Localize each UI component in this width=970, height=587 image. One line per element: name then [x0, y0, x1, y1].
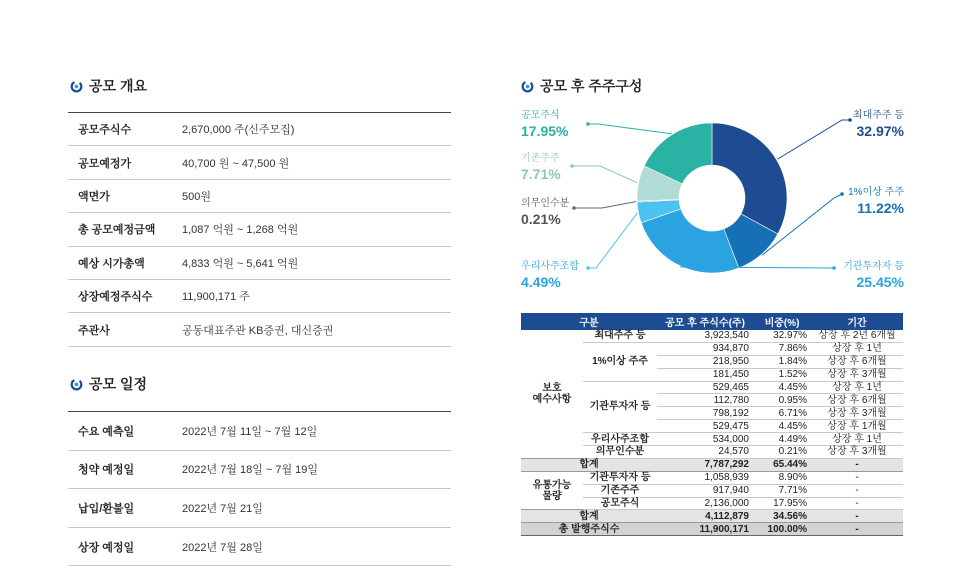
holdings-table	[521, 313, 903, 536]
shares-cell: 529,465	[657, 381, 753, 394]
shares-cell: 917,940	[657, 484, 753, 497]
info-row	[68, 527, 451, 566]
ratio-cell: 100.00%	[753, 523, 811, 536]
leader-institutions-dot	[832, 266, 836, 270]
ratio-cell: 34.56%	[753, 510, 811, 523]
holder-name: 기관투자자 등	[583, 381, 657, 433]
period-cell: 상장 후 6개월	[811, 355, 903, 368]
ratio-cell: 17.95%	[753, 497, 811, 510]
leader-existing	[572, 166, 638, 183]
legend-mandatory-underwriting: 의무인수분 0.21%	[521, 198, 570, 227]
holder-name: 기존주주	[583, 484, 657, 497]
period-cell: -	[811, 458, 903, 471]
subtotal-label: 합계	[521, 458, 657, 471]
shares-cell: 11,900,171	[657, 523, 753, 536]
leader-mandatory-dot	[572, 206, 576, 210]
period-cell: 상장 후 1년	[811, 342, 903, 355]
info-value: 40,700 원 ~ 47,500 원	[182, 146, 451, 179]
leader-largest	[777, 120, 850, 159]
info-label: 상장 예정일	[68, 527, 182, 566]
schedule-title: 공모 일정	[70, 374, 147, 394]
info-label: 주관사	[68, 313, 182, 346]
period-cell: 상장 후 3개월	[811, 446, 903, 459]
slice-largest-shareholder	[712, 123, 787, 234]
grand-total-label: 총 발행주식수	[521, 523, 657, 536]
info-value: 2,670,000 주(신주모집)	[182, 113, 451, 146]
shareholder-donut-chart	[512, 110, 912, 300]
ratio-cell: 6.71%	[753, 407, 811, 420]
info-label: 상장예정주식수	[68, 279, 182, 312]
ratio-cell: 32.97%	[753, 330, 811, 342]
leader-esop-dot	[586, 266, 590, 270]
header-period: 기간	[811, 313, 903, 330]
holder-name: 우리사주조합	[583, 433, 657, 446]
holder-name: 의무인수분	[583, 446, 657, 459]
period-cell: 상장 후 3개월	[811, 368, 903, 381]
info-value: 2022년 7월 18일 ~ 7월 19일	[182, 450, 451, 489]
group-float-label: 유통가능 물량	[521, 471, 583, 510]
period-cell: 상장 후 1개월	[811, 420, 903, 433]
schedule-table	[68, 411, 451, 566]
subtotal-row	[521, 510, 903, 523]
ratio-cell: 1.52%	[753, 368, 811, 381]
header-shares: 공모 후 주식수(주)	[657, 313, 753, 330]
shares-cell: 218,950	[657, 355, 753, 368]
leader-over-1pct-dot	[840, 192, 844, 196]
period-cell: -	[811, 523, 903, 536]
info-row	[68, 146, 451, 179]
grand-total-row	[521, 523, 903, 536]
legend-public-offering: 공모주식 17.95%	[521, 110, 569, 139]
shares-cell: 529,475	[657, 420, 753, 433]
leader-mandatory	[574, 202, 636, 208]
leader-esop	[588, 213, 637, 268]
info-label: 청약 예정일	[68, 450, 182, 489]
ratio-cell: 8.90%	[753, 471, 811, 484]
holder-name: 최대주주 등	[583, 330, 657, 342]
holder-name: 기관투자자 등	[583, 471, 657, 484]
legend-existing-holders: 기존주주 7.71%	[521, 153, 561, 182]
info-value: 2022년 7월 21일	[182, 489, 451, 528]
info-value: 1,087 억원 ~ 1,268 억원	[182, 213, 451, 246]
info-row	[68, 412, 451, 451]
info-label: 총 공모예정금액	[68, 213, 182, 246]
subtotal-row	[521, 458, 903, 471]
table-row	[521, 330, 903, 342]
shares-cell: 798,192	[657, 407, 753, 420]
info-row	[68, 313, 451, 346]
table-row	[521, 471, 903, 484]
holdings-header-row	[521, 313, 903, 330]
info-label: 공모주식수	[68, 113, 182, 146]
section-logo-icon	[70, 80, 83, 93]
ratio-cell: 0.21%	[753, 446, 811, 459]
slice-institutions	[641, 209, 739, 273]
info-label: 액면가	[68, 179, 182, 212]
info-value: 공동대표주관 KB증권, 대신증권	[182, 313, 451, 346]
ratio-cell: 0.95%	[753, 394, 811, 407]
period-cell: 상장 후 1년	[811, 433, 903, 446]
period-cell: -	[811, 497, 903, 510]
period-cell: 상장 후 6개월	[811, 394, 903, 407]
ratio-cell: 1.84%	[753, 355, 811, 368]
holder-name: 공모주식	[583, 497, 657, 510]
period-cell: -	[811, 510, 903, 523]
info-row	[68, 179, 451, 212]
period-cell: -	[811, 471, 903, 484]
legend-institutions: 기관투자자 등 25.45%	[843, 261, 904, 290]
shares-cell: 181,450	[657, 368, 753, 381]
info-value: 2022년 7월 11일 ~ 7월 12일	[182, 412, 451, 451]
header-category: 구분	[521, 313, 657, 330]
ratio-cell: 7.86%	[753, 342, 811, 355]
leader-public	[588, 124, 671, 134]
header-ratio: 비중(%)	[753, 313, 811, 330]
ratio-cell: 4.45%	[753, 381, 811, 394]
info-value: 4,833 억원 ~ 5,641 억원	[182, 246, 451, 279]
info-label: 납입/환불일	[68, 489, 182, 528]
leader-public-dot	[586, 122, 590, 126]
period-cell: 상장 후 1년	[811, 381, 903, 394]
overview-title: 공모 개요	[70, 76, 147, 96]
legend-largest-shareholder: 최대주주 등 32.97%	[852, 110, 904, 139]
info-row	[68, 213, 451, 246]
shares-cell: 534,000	[657, 433, 753, 446]
shares-cell: 24,570	[657, 446, 753, 459]
shares-cell: 7,787,292	[657, 458, 753, 471]
shares-cell: 112,780	[657, 394, 753, 407]
leader-existing-dot	[570, 164, 574, 168]
shares-cell: 1,058,939	[657, 471, 753, 484]
overview-table	[68, 112, 451, 347]
shares-cell: 4,112,879	[657, 510, 753, 523]
ratio-cell: 4.49%	[753, 433, 811, 446]
subtotal-label: 합계	[521, 510, 657, 523]
info-value: 500원	[182, 179, 451, 212]
legend-esop: 우리사주조합 4.49%	[521, 261, 579, 290]
period-cell: 상장 후 2년 6개월	[811, 330, 903, 342]
section-logo-icon	[70, 378, 83, 391]
ratio-cell: 7.71%	[753, 484, 811, 497]
info-row	[68, 489, 451, 528]
holder-name: 1%이상 주주	[583, 342, 657, 381]
group-protect-label: 보호 예수사항	[521, 330, 583, 458]
info-value: 11,900,171 주	[182, 279, 451, 312]
info-row	[68, 113, 451, 146]
legend-over-1pct: 1%이상 주주 11.22%	[848, 187, 904, 216]
shares-cell: 2,136,000	[657, 497, 753, 510]
ratio-cell: 65.44%	[753, 458, 811, 471]
info-label: 수요 예측일	[68, 412, 182, 451]
section-logo-icon	[521, 80, 534, 93]
shares-cell: 3,923,540	[657, 330, 753, 342]
period-cell: -	[811, 484, 903, 497]
info-row	[68, 279, 451, 312]
shares-cell: 934,870	[657, 342, 753, 355]
leader-largest-dot	[848, 118, 852, 122]
info-label: 예상 시가총액	[68, 246, 182, 279]
info-row	[68, 246, 451, 279]
info-value: 2022년 7월 28일	[182, 527, 451, 566]
composition-title: 공모 후 주주구성	[521, 76, 642, 96]
info-row	[68, 450, 451, 489]
info-label: 공모예정가	[68, 146, 182, 179]
period-cell: 상장 후 3개월	[811, 407, 903, 420]
ratio-cell: 4.45%	[753, 420, 811, 433]
